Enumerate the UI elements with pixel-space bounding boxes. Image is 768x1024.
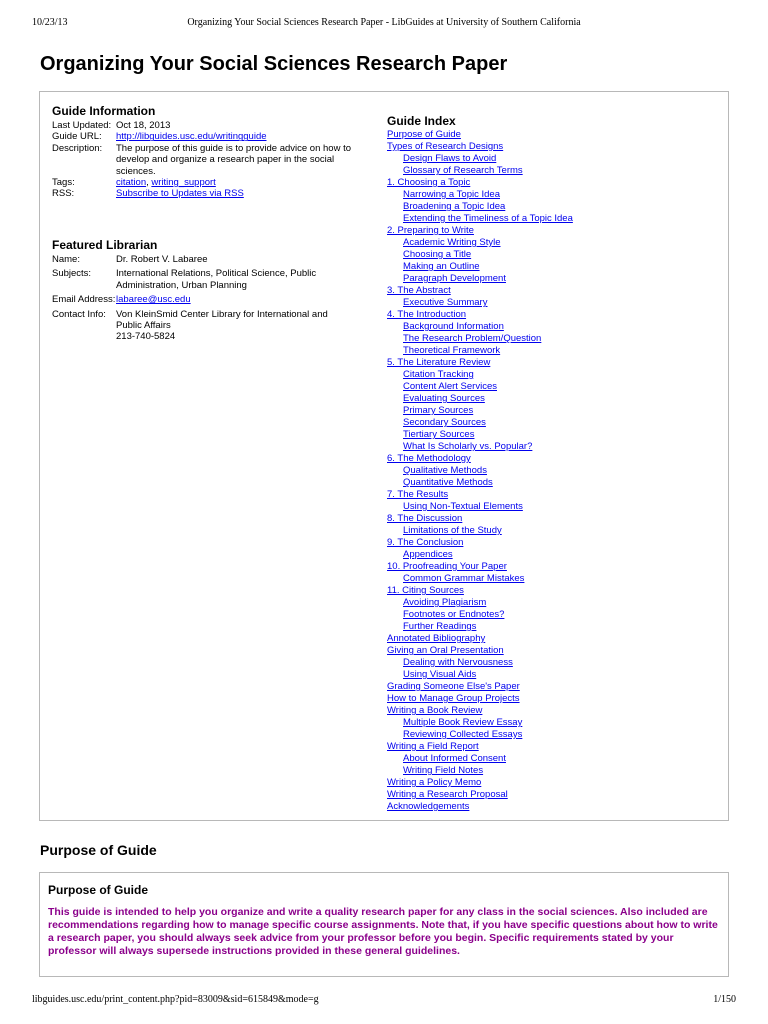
info-label: Email Address: <box>52 294 116 306</box>
guide-index-item <box>387 681 573 693</box>
guide-index-item <box>387 741 573 753</box>
guide-index-link[interactable]: Dealing with Nervousness <box>403 657 513 668</box>
guide-index-item <box>387 393 573 405</box>
info-value: International Relations, Political Science, Public Administration, Urban Planning <box>116 268 317 291</box>
info-value: Oct 18, 2013 <box>116 120 171 131</box>
guide-index-list <box>387 129 573 813</box>
guide-index-item <box>387 801 573 813</box>
purpose-box-heading: Purpose of Guide <box>48 883 149 897</box>
guide-index-link[interactable]: Executive Summary <box>403 297 488 308</box>
info-value: The purpose of this guide is to provide advice on how to develop and organize a research paper in the social sciences. <box>116 142 352 177</box>
guide-index-link[interactable]: 3. The Abstract <box>387 285 451 296</box>
guide-index-item <box>387 597 573 609</box>
guide-index-link[interactable]: About Informed Consent <box>403 753 506 764</box>
guide-index-item <box>387 669 573 681</box>
guide-index-link[interactable]: What Is Scholarly vs. Popular? <box>403 441 533 452</box>
guide-index-link[interactable]: Academic Writing Style <box>403 237 501 248</box>
guide-index-item <box>387 225 573 237</box>
guide-index-item <box>387 633 573 645</box>
guide-index-link[interactable]: Giving an Oral Presentation <box>387 645 504 656</box>
guide-index-link[interactable]: Types of Research Designs <box>387 141 504 152</box>
guide-index-link[interactable]: The Research Problem/Question <box>403 333 542 344</box>
guide-index-item <box>387 201 573 213</box>
guide-index-item <box>387 405 573 417</box>
guide-index-item <box>387 141 573 153</box>
info-label: Name: <box>52 254 80 265</box>
guide-index-link[interactable]: Further Readings <box>403 621 477 632</box>
guide-index-item <box>387 561 573 573</box>
guide-index-item <box>387 429 573 441</box>
guide-index-item <box>387 249 573 261</box>
librarian-row-contact <box>52 309 352 343</box>
guide-index-item <box>387 321 573 333</box>
guide-index-item <box>387 549 573 561</box>
guide-index-item <box>387 153 573 165</box>
guide-index-link[interactable]: Primary Sources <box>403 405 474 416</box>
guide-index-link[interactable]: Content Alert Services <box>403 381 497 392</box>
guide-index-link[interactable]: Writing a Policy Memo <box>387 777 482 788</box>
guide-index-link[interactable]: 4. The Introduction <box>387 309 467 320</box>
guide-index-link[interactable]: Acknowledgements <box>387 801 470 812</box>
guide-index-link[interactable]: Theoretical Framework <box>403 345 501 356</box>
guide-index-item <box>387 729 573 741</box>
guide-index-item <box>387 489 573 501</box>
guide-index-item <box>387 657 573 669</box>
guide-index-item <box>387 417 573 429</box>
guide-index-item <box>387 645 573 657</box>
guide-index-heading: Guide Index <box>387 114 456 128</box>
guide-index-link[interactable]: How to Manage Group Projects <box>387 693 520 704</box>
info-label: Guide URL: <box>52 131 102 143</box>
contact-library: Von KleinSmid Center Library for International and Public Affairs <box>116 308 328 332</box>
guide-box <box>39 91 729 821</box>
guide-index-link[interactable]: Writing Field Notes <box>403 765 484 776</box>
info-label: Contact Info: <box>52 308 106 320</box>
guide-index-link[interactable]: Using Non-Textual Elements <box>403 501 523 512</box>
guide-index-link[interactable]: Writing a Book Review <box>387 705 483 716</box>
contact-phone: 213-740-5824 <box>116 331 176 343</box>
guide-index-link[interactable]: Avoiding Plagiarism <box>403 597 487 608</box>
guide-index-link[interactable]: Writing a Research Proposal <box>387 789 508 800</box>
guide-index-link[interactable]: Multiple Book Review Essay <box>403 717 523 728</box>
email-link[interactable]: labaree@usc.edu <box>116 294 191 306</box>
guide-index-link[interactable]: Quantitative Methods <box>403 477 493 488</box>
guide-index-link[interactable]: Using Visual Aids <box>403 669 477 680</box>
guide-information-table <box>52 120 352 200</box>
info-label: RSS: <box>52 188 75 200</box>
guide-index-link[interactable]: Paragraph Development <box>403 273 506 284</box>
guide-index-link[interactable]: 11. Citing Sources <box>387 585 464 596</box>
guide-index-link[interactable]: Reviewing Collected Essays <box>403 729 523 740</box>
guide-index-link[interactable]: Design Flaws to Avoid <box>403 153 497 164</box>
print-url: libguides.usc.edu/print_content.php?pid=83009&sid=615849&mode=g <box>32 994 319 1005</box>
librarian-row-subjects <box>52 268 352 294</box>
guide-index-item <box>387 369 573 381</box>
guide-index-link[interactable]: Background Information <box>403 321 504 332</box>
guide-index-item <box>387 621 573 633</box>
info-label: Last Updated: <box>52 120 112 131</box>
rss-subscribe-link[interactable]: Subscribe to Updates via RSS <box>116 188 244 200</box>
info-value: Dr. Robert V. Labaree <box>116 254 208 265</box>
guide-index-link[interactable]: 8. The Discussion <box>387 513 463 524</box>
guide-index-link[interactable]: Appendices <box>403 549 453 560</box>
guide-index-link[interactable]: Citation Tracking <box>403 369 474 380</box>
guide-index-item <box>387 525 573 537</box>
guide-index-item <box>387 165 573 177</box>
guide-index-item <box>387 705 573 717</box>
guide-index-link[interactable]: Making an Outline <box>403 261 480 272</box>
guide-index-item <box>387 465 573 477</box>
info-row-description <box>52 143 352 177</box>
guide-index-item <box>387 777 573 789</box>
guide-index-item <box>387 285 573 297</box>
print-page-number: 1/150 <box>713 994 736 1005</box>
guide-index-link[interactable]: Extending the Timeliness of a Topic Idea <box>403 213 573 224</box>
guide-index-item <box>387 537 573 549</box>
guide-index-link[interactable]: 10. Proofreading Your Paper <box>387 561 507 572</box>
info-row-tags: Tags: citation, writing_support <box>52 177 216 189</box>
guide-index-item <box>387 381 573 393</box>
guide-index-link[interactable]: 2. Preparing to Write <box>387 225 474 236</box>
info-row-rss <box>52 188 352 199</box>
guide-index-link[interactable]: Annotated Bibliography <box>387 633 486 644</box>
info-row-last-updated <box>52 120 352 131</box>
librarian-row-name <box>52 254 352 268</box>
guide-index-item <box>387 333 573 345</box>
guide-index-item <box>387 585 573 597</box>
guide-index-item <box>387 477 573 489</box>
guide-index-item <box>387 693 573 705</box>
guide-index-item <box>387 213 573 225</box>
guide-index-link[interactable]: Secondary Sources <box>403 417 486 428</box>
guide-index-item <box>387 573 573 585</box>
guide-index-item <box>387 609 573 621</box>
guide-index-link[interactable]: 9. The Conclusion <box>387 537 464 548</box>
guide-index-link[interactable]: Evaluating Sources <box>403 393 485 404</box>
guide-index-item <box>387 753 573 765</box>
guide-index-item <box>387 453 573 465</box>
guide-index-item <box>387 189 573 201</box>
guide-index-item <box>387 501 573 513</box>
purpose-box <box>39 872 729 977</box>
guide-index-link[interactable]: Common Grammar Mistakes <box>403 573 525 584</box>
guide-index-link[interactable]: 7. The Results <box>387 489 449 500</box>
guide-index-item <box>387 345 573 357</box>
featured-librarian-heading: Featured Librarian <box>52 238 158 252</box>
guide-index-link[interactable]: Broadening a Topic Idea <box>403 201 506 212</box>
guide-index-item <box>387 309 573 321</box>
guide-index-item <box>387 789 573 801</box>
guide-index-link[interactable]: Qualitative Methods <box>403 465 487 476</box>
guide-index-item <box>387 297 573 309</box>
info-label: Tags: <box>52 177 75 189</box>
guide-index-item <box>387 513 573 525</box>
guide-index-link[interactable]: 6. The Methodology <box>387 453 471 464</box>
tag-link-citation[interactable]: citation <box>116 177 147 189</box>
info-label: Description: <box>52 142 103 154</box>
guide-index-link[interactable]: Limitations of the Study <box>403 525 502 536</box>
purpose-text: This guide is intended to help you organize and write a quality research paper for any class in the social sciences. Also included are recommendations regarding how to manage specific course assignments. Note that, if you have specific questions about how to write a research paper, you should always seek advice from your professor before you begin. Specific requirements stated by your professor will always supersede instructions provided in these general guidelines. <box>48 906 718 957</box>
purpose-section-heading: Purpose of Guide <box>40 842 157 858</box>
guide-index-link[interactable]: 1. Choosing a Topic <box>387 177 471 188</box>
tag-link-writing-support[interactable]: writing_support <box>151 177 216 189</box>
guide-index-link[interactable]: Tiertiary Sources <box>403 429 475 440</box>
guide-index-link[interactable]: 5. The Literature Review <box>387 357 491 368</box>
guide-index-link[interactable]: Glossary of Research Terms <box>403 165 523 176</box>
guide-index-item <box>387 357 573 369</box>
guide-index-item <box>387 129 573 141</box>
guide-index-item <box>387 765 573 777</box>
info-label: Subjects: <box>52 268 92 280</box>
librarian-row-email <box>52 294 352 308</box>
guide-index-link[interactable]: Grading Someone Else's Paper <box>387 681 520 692</box>
guide-index-item <box>387 261 573 273</box>
guide-index-link[interactable]: Purpose of Guide <box>387 129 461 140</box>
guide-index-link[interactable]: Footnotes or Endnotes? <box>403 609 505 620</box>
guide-index-link[interactable]: Narrowing a Topic Idea <box>403 189 500 200</box>
guide-url-link[interactable]: http://libguides.usc.edu/writingguide <box>116 131 267 143</box>
guide-index-item <box>387 441 573 453</box>
print-date: 10/23/13 <box>32 17 68 28</box>
guide-index-item <box>387 273 573 285</box>
guide-index-item <box>387 237 573 249</box>
guide-index-link[interactable]: Writing a Field Report <box>387 741 479 752</box>
guide-index-item <box>387 177 573 189</box>
info-row-guide-url <box>52 131 352 142</box>
page-title: Organizing Your Social Sciences Research Paper <box>40 53 508 75</box>
guide-index-item <box>387 717 573 729</box>
guide-index-link[interactable]: Choosing a Title <box>403 249 472 260</box>
guide-information-heading: Guide Information <box>52 104 156 118</box>
print-page-title: Organizing Your Social Sciences Research Paper - LibGuides at University of Southern California <box>187 17 581 28</box>
featured-librarian-table <box>52 254 352 343</box>
